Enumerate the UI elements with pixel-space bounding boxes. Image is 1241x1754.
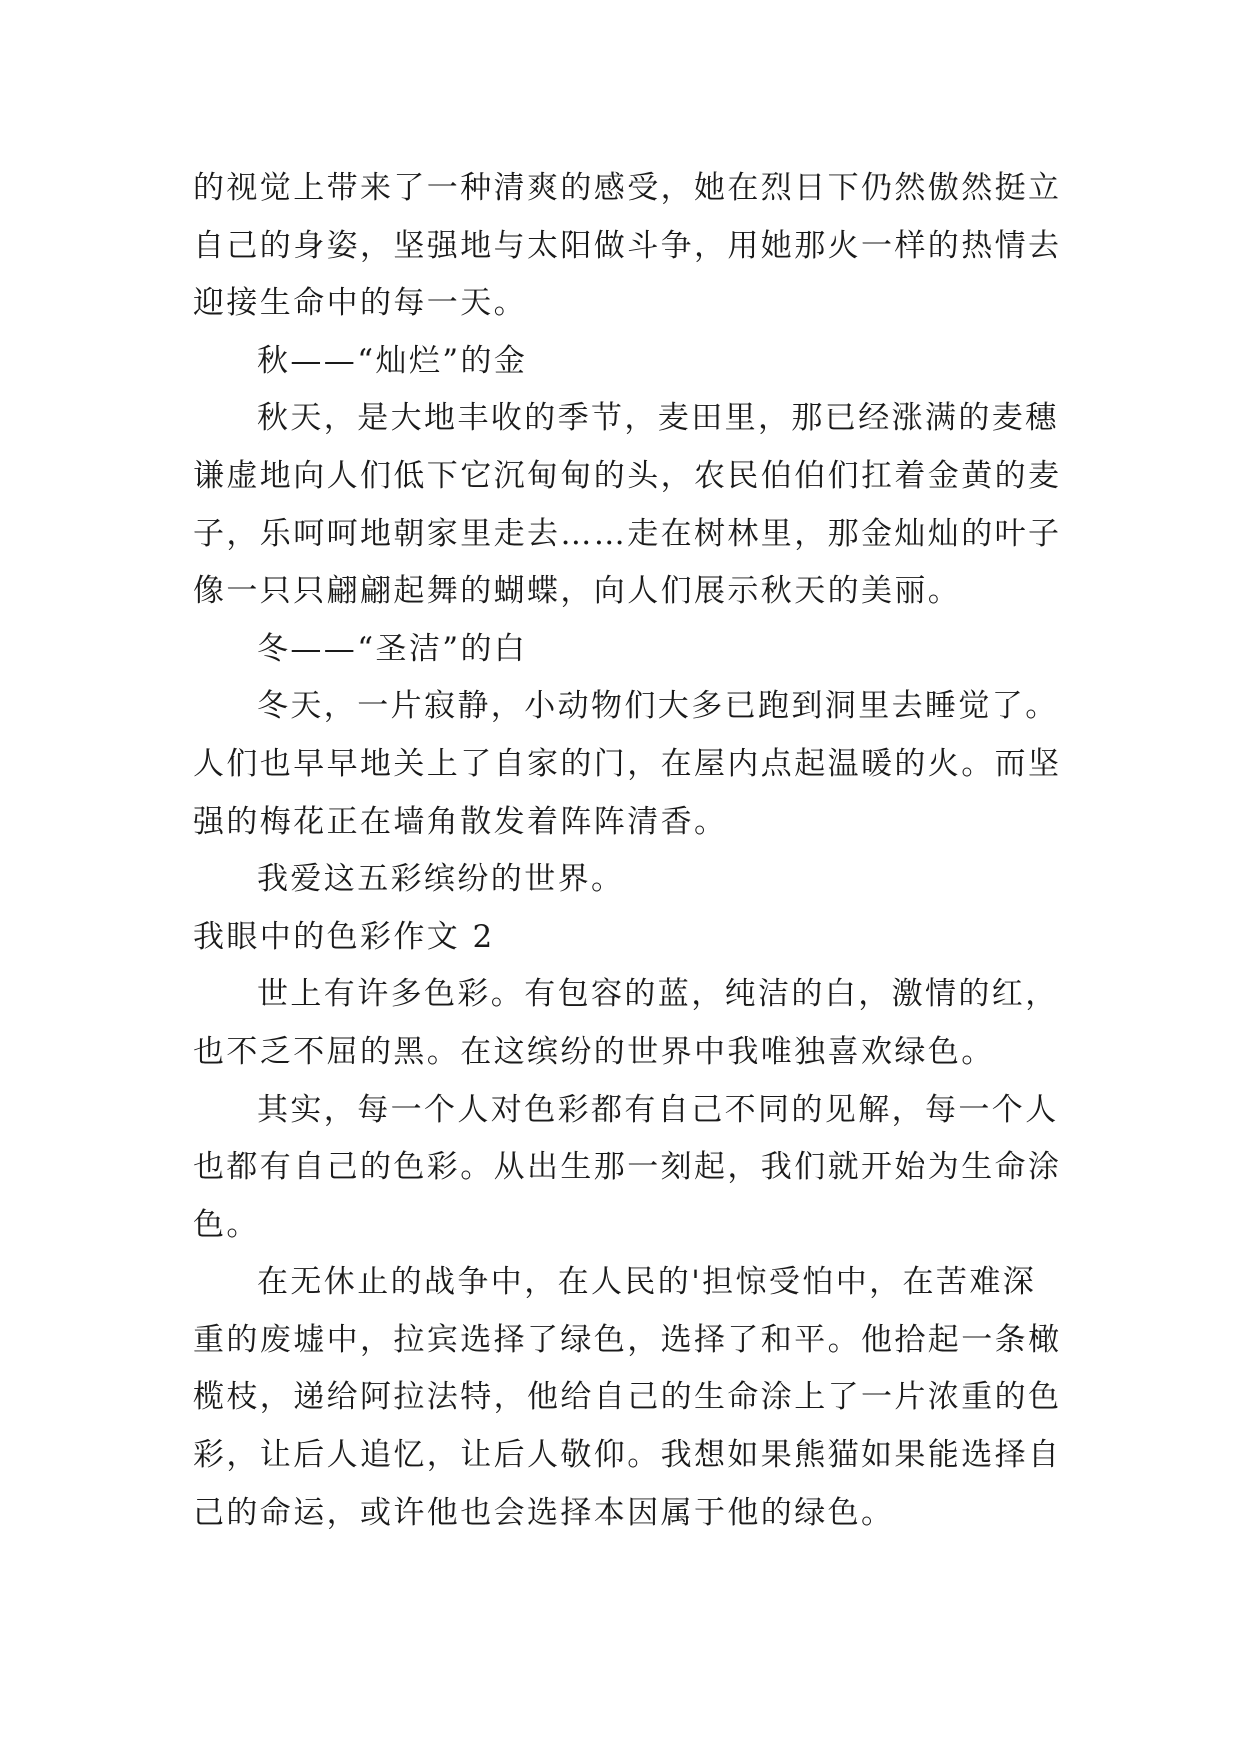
text-line: 的视觉上带来了一种清爽的感受，她在烈日下仍然傲然挺立 [193, 170, 1062, 206]
text-line: 像一只只翩翩起舞的蝴蝶，向人们展示秋天的美丽。 [193, 573, 962, 610]
essay-text [193, 160, 1063, 1542]
text-line: 在无休止的战争中，在人民的'担惊受怕中，在苦难深 [257, 1264, 1037, 1301]
section-heading-autumn: 秋——“灿烂”的金 [257, 342, 528, 379]
text-line: 子，乐呵呵地朝家里走去……走在树林里，那金灿灿的叶子 [193, 515, 1062, 552]
text-line: 人们也早早地关上了自家的门，在屋内点起温暖的火。而坚 [193, 745, 1062, 782]
essay-title: 我眼中的色彩作文 2 [193, 918, 495, 955]
text-line: 也都有自己的色彩。从出生那一刻起，我们就开始为生命涂 [193, 1149, 1062, 1186]
text-line: 谦虚地向人们低下它沉甸甸的头，农民伯伯们扛着金黄的麦 [193, 457, 1062, 494]
text-line: 我爱这五彩缤纷的世界。 [257, 861, 625, 898]
text-line: 己的命运，或许他也会选择本因属于他的绿色。 [193, 1494, 895, 1531]
text-line: 强的梅花正在墙角散发着阵阵清香。 [193, 803, 728, 840]
text-line: 色。 [193, 1206, 260, 1243]
text-line: 重的废墟中，拉宾选择了绿色，选择了和平。他拾起一条橄 [193, 1321, 1062, 1358]
text-line: 自己的身姿，坚强地与太阳做斗争，用她那火一样的热情去 [193, 227, 1062, 264]
text-line: 世上有许多色彩。有包容的蓝，纯洁的白，激情的红， [257, 976, 1059, 1013]
text-line: 秋天，是大地丰收的季节，麦田里，那已经涨满的麦穗 [257, 400, 1059, 437]
text-line: 其实，每一个人对色彩都有自己不同的见解，每一个人 [257, 1091, 1059, 1128]
text-line: 迎接生命中的每一天。 [193, 285, 527, 322]
text-line: 冬天，一片寂静，小动物们大多已跑到洞里去睡觉了。 [257, 688, 1059, 725]
text-line: 榄枝，递给阿拉法特，他给自己的生命涂上了一片浓重的色 [193, 1379, 1062, 1416]
text-line: 也不乏不屈的黑。在这缤纷的世界中我唯独喜欢绿色。 [193, 1033, 995, 1070]
section-heading-winter: 冬——“圣洁”的白 [257, 630, 528, 667]
text-line: 彩，让后人追忆，让后人敬仰。我想如果熊猫如果能选择自 [193, 1437, 1062, 1474]
